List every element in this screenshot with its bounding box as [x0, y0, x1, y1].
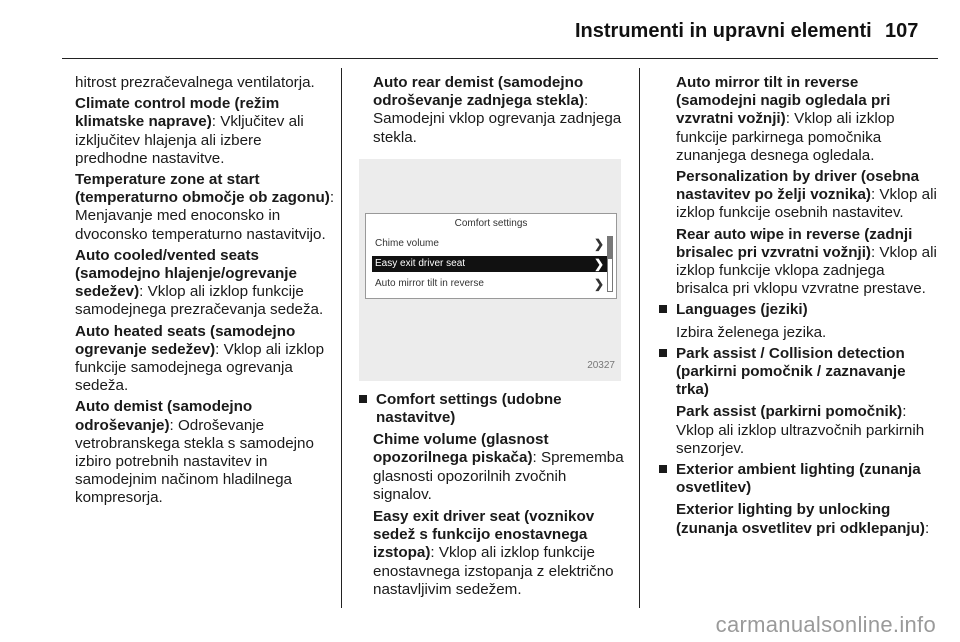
bullet-title: Park assist / Collision detection (parkirni pomočnik / zaznavanje trka) — [676, 344, 906, 399]
menu-item-easy-exit-driver-seat — [372, 256, 608, 272]
description: : Menjavanje med enoconsko in dvoconsko temperaturno nastavitvijo. — [75, 189, 335, 243]
menu-item-label: Easy exit driver seat — [375, 257, 466, 269]
term: Personalization by driver (osebna nastavitev po želji voznika) — [676, 168, 920, 204]
scrollbar — [607, 236, 613, 292]
bullet-park-assist — [657, 345, 938, 400]
definition-item — [373, 508, 629, 599]
menu-item-label: Auto mirror tilt in reverse — [375, 277, 484, 289]
page-header — [0, 0, 960, 60]
screen-title: Comfort settings — [454, 217, 528, 229]
definition-item — [75, 247, 337, 320]
definition-item — [75, 171, 337, 244]
bullet-square-icon — [659, 305, 667, 313]
term: Auto heated seats (samodejno ogrevanje sedežev) — [75, 322, 296, 358]
term: Rear auto wipe in reverse (zadnji brisalec pri vzvratni vožnji) — [676, 225, 913, 261]
description: : Vklop ali izklop funkcije enostavnega izstopanja z električno nastavljivim sedežem. — [373, 544, 614, 598]
description: : Odroševanje vetrobranskega stekla s samodejno izbiro potrebnih nastavitev in samodejnim načinom hladilnega kompresorja. — [75, 416, 314, 507]
term: Auto demist (samodejno odroševanje) — [75, 398, 253, 434]
paragraph: Izbira želenega jezika. — [676, 323, 827, 341]
description: : Vklop ali izklop funkcije samodejnega prezračevanja sedeža. — [75, 283, 324, 319]
menu-item-auto-mirror-tilt — [372, 276, 608, 292]
definition-item — [676, 74, 938, 165]
menu-item-label: Chime volume — [375, 237, 439, 249]
description: : Vključitev ali izključitev hlajenja ali izbere predhodne nastavitve. — [75, 113, 304, 167]
term: Auto rear demist (samodejno odroševanje zadnjega stekla) — [373, 74, 585, 110]
description: : Vklop ali izklop ultrazvočnih parkirnih senzorjev. — [676, 403, 925, 457]
term: Auto mirror tilt in reverse (samodejni nagib ogledala pri vzvratni vožnji) — [676, 74, 891, 128]
header-divider — [62, 58, 938, 59]
bullet-title: Languages (jeziki) — [676, 301, 808, 319]
description: : Vklop ali izklop funkcije parkirnega pomočnika zunanjega desnega ogledala. — [676, 110, 895, 164]
bullet-square-icon — [659, 465, 667, 473]
paragraph: hitrost prezračevalnega ventilatorja. — [75, 74, 315, 91]
column-middle — [373, 74, 629, 602]
chevron-right-icon: ❯ — [593, 256, 604, 271]
description: : Samodejni vklop ogrevanja zadnjega stekla. — [373, 92, 622, 146]
definition-item — [75, 95, 337, 168]
description: : Vklop ali izklop funkcije osebnih nastavitev. — [676, 186, 937, 222]
column-divider-1 — [341, 68, 342, 608]
page-number: 107 — [885, 20, 919, 42]
bullet-square-icon — [659, 349, 667, 357]
term: Temperature zone at start (temperaturno območje ob zagonu) — [75, 171, 330, 207]
bullet-title: Comfort settings (udobne nastavitve) — [376, 390, 562, 427]
bullet-title: Exterior ambient lighting (zunanja osvetlitev) — [676, 461, 921, 497]
definition-item — [676, 226, 938, 299]
term: Easy exit driver seat (voznikov sedež s funkcijo enostavnega izstopa) — [373, 508, 595, 562]
description: : Sprememba glasnosti opozorilnih zvočnih signalov. — [373, 449, 624, 503]
column-divider-2 — [639, 68, 640, 608]
bullet-languages — [657, 301, 938, 319]
definition-item — [75, 398, 337, 507]
chevron-right-icon: ❯ — [593, 276, 604, 291]
watermark: carmanualsonline.info — [715, 612, 936, 637]
scrollbar-thumb — [608, 237, 612, 259]
display-screen — [365, 213, 617, 299]
bullet-square-icon — [359, 395, 367, 403]
term: Chime volume (glasnost opozorilnega piskača) — [373, 431, 549, 467]
bullet-exterior-lighting — [657, 461, 938, 497]
description: : Vklop ali izklop funkcije vklopa zadnjega brisalca pri vklopu vzvratne prestave. — [676, 243, 937, 298]
chevron-right-icon: ❯ — [593, 236, 604, 251]
definition-item — [373, 431, 629, 504]
definition-item — [75, 323, 337, 396]
term: Climate control mode (režim klimatske naprave) — [75, 95, 280, 131]
description: : — [924, 519, 930, 537]
definition-item — [373, 74, 629, 147]
term: Park assist (parkirni pomočnik) — [676, 403, 903, 421]
page-title: Instrumenti in upravni elementi — [575, 20, 872, 42]
bullet-comfort-settings — [357, 391, 629, 427]
definition-item — [676, 403, 938, 458]
menu-item-chime-volume — [372, 236, 608, 252]
column-right — [676, 74, 938, 541]
column-left — [75, 74, 337, 511]
term: Exterior lighting by unlocking (zunanja osvetlitev pri odklepanju) — [676, 501, 925, 537]
term: Auto cooled/vented seats (samodejno hlajenje/ogrevanje sedežev) — [75, 246, 297, 301]
definition-item — [676, 168, 938, 223]
definition-item — [676, 501, 938, 537]
figure-number: 20327 — [587, 359, 615, 371]
comfort-settings-figure — [359, 159, 621, 381]
description: : Vklop ali izklop funkcije samodejnega ogrevanja sedeža. — [75, 340, 325, 395]
